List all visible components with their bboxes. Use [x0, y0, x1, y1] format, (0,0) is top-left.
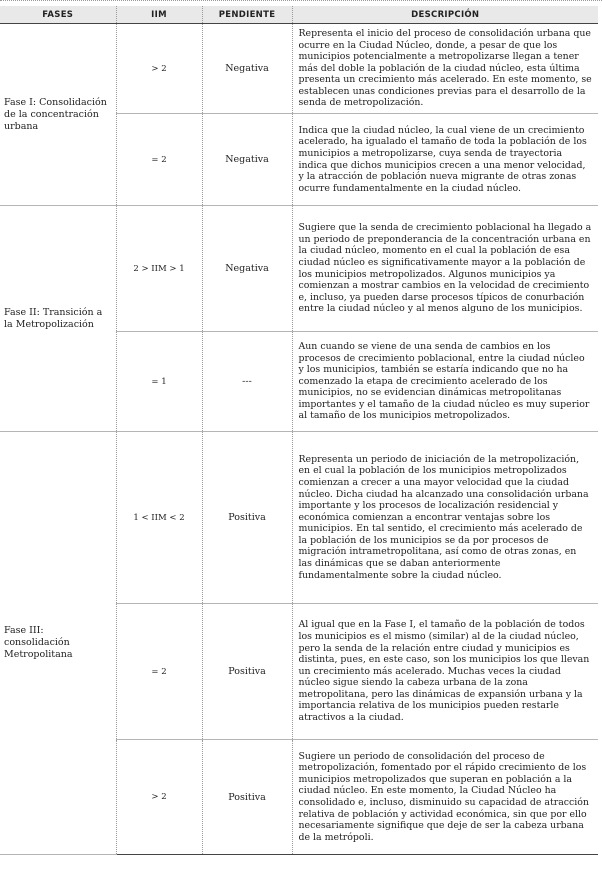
iim-cell: = 2: [116, 114, 202, 206]
phase-1-label: Fase I: Consolidación de la concentración urbana: [0, 24, 116, 206]
table-row: [0, 24, 598, 114]
pendiente-cell: Negativa: [202, 206, 292, 332]
phase-3-label: Fase III: consolidación Metropolitana: [0, 432, 116, 855]
phases-table: [0, 6, 598, 855]
header-fases: FASES: [0, 6, 116, 24]
table-row: [0, 432, 598, 604]
descripcion-cell: Representa un periodo de iniciación de la metropolización, en el cual la población de los municipios metropolizados comienzan a crecer a una mayor velocidad que la ciudad núcleo. Dicha ciudad ha alcanzado una consolidación urbana importante y los procesos de localización residencial y económica comienzan a encontrar ventajas sobre los municipios. En tal sentido, el crecimiento más acelerado de la población de los municipios se da por procesos de migración intrametropolitana, así como de otras zonas, en las dinámicas que se daban anteriormente fundamentalmente sobre la ciudad núcleo.: [292, 432, 598, 604]
table-row: [0, 206, 598, 332]
pendiente-cell: Positiva: [202, 604, 292, 740]
iim-cell: > 2: [116, 24, 202, 114]
header-iim: IIM: [116, 6, 202, 24]
descripcion-cell: Indica que la ciudad núcleo, la cual viene de un crecimiento acelerado, ha igualado el tamaño de toda la población de los municipios a metropolizarse, cuya senda de trayectoria indica que dichos municipios crecen a una menor velocidad, y la atracción de población nueva migrante de otras zonas ocurre fundamentalmente en la ciudad núcleo.: [292, 114, 598, 206]
descripcion-cell: Sugiere que la senda de crecimiento poblacional ha llegado a un periodo de preponderancia de la concentración urbana en la ciudad núcleo, momento en el cual la población de esa ciudad núcleo es significativamente mayor a la población de los municipios metropolizados. Algunos municipios ya comienzan a mostrar cambios en la velocidad de crecimiento e, incluso, ya pueden darse procesos típicos de conurbación entre la ciudad núcleo y al menos alguno de los municipios.: [292, 206, 598, 332]
header-descripcion: DESCRIPCIÓN: [292, 6, 598, 24]
iim-cell: = 2: [116, 604, 202, 740]
header-row: [0, 6, 598, 24]
header-pendiente: PENDIENTE: [202, 6, 292, 24]
iim-cell: > 2: [116, 740, 202, 855]
descripcion-cell: Aun cuando se viene de una senda de cambios en los procesos de crecimiento poblacional, entre la ciudad núcleo y los municipios, también se estaría indicando que no ha comenzado la etapa de crecimiento acelerado de los municipios, no se evidencian dinámicas metropolitanas importantes y el tamaño de la ciudad núcleo es muy superior al tamaño de los municipios metropolizados.: [292, 332, 598, 432]
pendiente-cell: Positiva: [202, 740, 292, 855]
top-rule: [0, 0, 602, 4]
descripcion-cell: Sugiere un periodo de consolidación del proceso de metropolización, fomentado por el rápido crecimiento de los municipios metropolizados que superan en población a la ciudad núcleo. En este momento, la Ciudad Núcleo ha consolidado e, incluso, disminuido su capacidad de atracción relativa de población y actividad económica, sin que por ello necesariamente signifique que deje de ser la cabeza urbana de la metrópoli.: [292, 740, 598, 855]
pendiente-cell: Negativa: [202, 24, 292, 114]
pendiente-cell: ---: [202, 332, 292, 432]
iim-cell: 2 > IIM > 1: [116, 206, 202, 332]
pendiente-cell: Negativa: [202, 114, 292, 206]
descripcion-cell: Al igual que en la Fase I, el tamaño de la población de todos los municipios es el mismo (similar) al de la ciudad núcleo, pero la senda de la relación entre ciudad y municipios es distinta, pues, en este caso, son los municipios los que llevan un crecimiento más acelerado. Muchas veces la ciudad núcleo sigue siendo la cabeza urbana de la zona metropolitana, pero las dinámicas de expansión urbana y la importancia relativa de los municipios pueden restarle atractivos a la ciudad.: [292, 604, 598, 740]
phase-2-label: Fase II: Transición a la Metropolización: [0, 206, 116, 432]
iim-cell: 1 < IIM < 2: [116, 432, 202, 604]
iim-cell: = 1: [116, 332, 202, 432]
descripcion-cell: Representa el inicio del proceso de consolidación urbana que ocurre en la Ciudad Núcleo, donde, a pesar de que los municipios potencialmente a metropolizarse llegan a tener más del doble la población de la ciudad núcleo, esta última presenta un crecimiento más acelerado. En este momento, se establecen unas condiciones previas para el desarrollo de la senda de metropolización.: [292, 24, 598, 114]
pendiente-cell: Positiva: [202, 432, 292, 604]
